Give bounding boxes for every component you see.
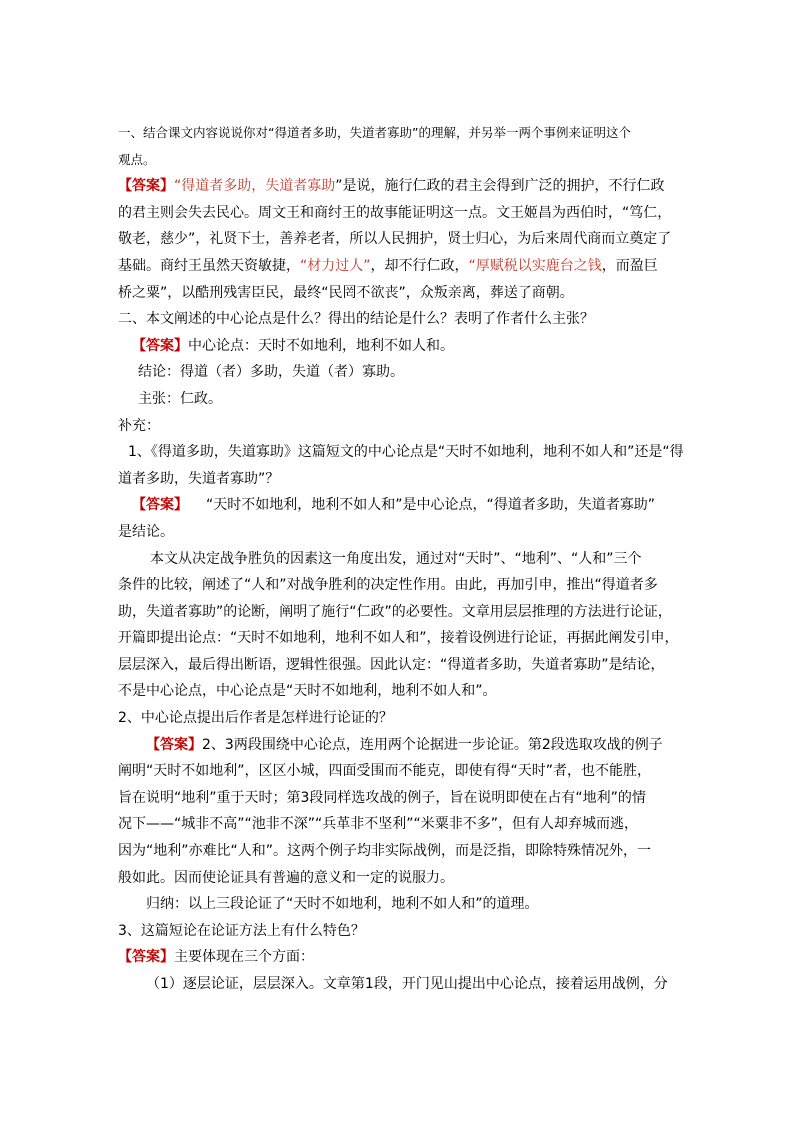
highlight-quote: “厚赋税以实鹿台之钱 bbox=[468, 257, 602, 274]
answer-text: 中心论点：天时不如地利，地利不如人和。 bbox=[188, 337, 454, 354]
answer-text: “天时不如地利，地利不如人和”是中心论点，“得道者多助，失道者寡助” bbox=[206, 497, 656, 514]
q2-claim: 主张：仁政。 bbox=[138, 390, 222, 407]
s2-summary: 归纳：以上三段论证了“天时不如地利，地利不如人和”的道理。 bbox=[146, 896, 539, 913]
highlight-quote: “材力过人” bbox=[300, 257, 371, 274]
s2-answer-line2: 阐明“天时不如地利”，区区小城，四面受围而不能克，即使有得“天时”者，也不能胜， bbox=[118, 763, 652, 780]
s3-answer-point1: （1）逐层论证，层层深入。文章第1段，开门见山提出中心论点，接着运用战例，分 bbox=[146, 976, 668, 992]
s1-paragraph-line6: 不是中心论点，中心论点是“天时不如地利，地利不如人和”。 bbox=[118, 683, 497, 700]
answer-label: 【答案】 bbox=[118, 949, 174, 966]
s1-question-line1: 1、《得道多助，失道寡助》这篇短文的中心论点是“天时不如地利，地利不如人和”还是“得 bbox=[128, 444, 684, 461]
q2-answer-center bbox=[118, 333, 678, 360]
q1-answer-line1 bbox=[118, 173, 678, 200]
answer-label: 【答案】 bbox=[132, 337, 188, 354]
s1-paragraph-line2: 条件的比较，阐述了“人和”对战争胜利的决定性作用。由此，再加引申，推出“得道者多 bbox=[118, 577, 658, 594]
q2-question: 二、本文阐述的中心论点是什么？得出的结论是什么？表明了作者什么主张？ bbox=[118, 311, 594, 328]
s3-answer-intro bbox=[118, 944, 678, 971]
document-page bbox=[118, 120, 684, 998]
answer-text: 主要体现在三个方面： bbox=[174, 949, 314, 966]
s2-answer-line4: 况下——“城非不高”“池非不深”“兵革非不坚利”“米粟非不多”，但有人却弃城而逃， bbox=[118, 816, 639, 833]
highlight-quote: “得道者多助，失道者寡助 bbox=[174, 178, 336, 195]
s1-answer-line2: 是结论。 bbox=[118, 523, 174, 540]
q1-answer-line4 bbox=[118, 253, 678, 280]
s1-paragraph-line5: 层层深入，最后得出断语，逻辑性很强。因此认定：“得道者多助，失道者寡助”是结论， bbox=[118, 656, 665, 673]
answer-label: 【答案】 bbox=[146, 736, 202, 753]
q1-answer-line3: 敬老，慈少”，礼贤下士，善养老者，所以人民拥护，贤士归心，为后来周代商而立奠定了 bbox=[118, 231, 672, 248]
answer-text: ”是说，施行仁政的君主会得到广泛的拥护，不行仁政 bbox=[335, 178, 665, 195]
s1-answer-line1 bbox=[118, 492, 678, 519]
answer-text: ，而盈巨 bbox=[601, 257, 658, 274]
q1-question-line1: 一、结合课文内容说说你对“得道者多助，失道者寡助”的理解，并另举一两个事例来证明这个 bbox=[118, 125, 631, 140]
q2-conclusion: 结论：得道（者）多助，失道（者）寡助。 bbox=[138, 364, 404, 381]
answer-label: 【答案】 bbox=[118, 178, 174, 195]
s2-answer-line3: 旨在说明“地利”重于天时；第3段同样选攻战的例子，旨在说明即使在占有“地利”的情 bbox=[118, 789, 646, 806]
answer-text: 基础。商纣王虽然天资敏捷， bbox=[118, 257, 300, 274]
s1-question-line2: 道者多助，失道者寡助”？ bbox=[118, 470, 280, 487]
q1-answer-line5: 桥之粟”，以酷刑残害臣民，最终“民罔不欲丧”，众叛亲离，葬送了商朝。 bbox=[118, 284, 574, 301]
answer-text: 2、3两段围绕中心论点，连用两个论据进一步论证。第2段选取攻战的例子 bbox=[202, 736, 663, 753]
supplement-label: 补充： bbox=[118, 417, 160, 434]
answer-text: ，却不行仁政， bbox=[370, 257, 469, 274]
s1-paragraph-line1: 本文从决定战争胜负的因素这一角度出发，通过对“天时”、“地利”、“人和”三个 bbox=[150, 550, 642, 567]
q1-question-line2: 观点。 bbox=[118, 151, 156, 167]
s2-answer-line6: 般如此。因而使论证具有普遍的意义和一定的说服力。 bbox=[118, 869, 454, 886]
s2-answer-line1 bbox=[118, 732, 678, 759]
s1-paragraph-line3: 助，失道者寡助”的论断，阐明了施行“仁政”的必要性。文章用层层推理的方法进行论证， bbox=[118, 603, 672, 620]
s3-question: 3、这篇短论在论证方法上有什么特色？ bbox=[118, 922, 365, 939]
answer-label: 【答案】 bbox=[132, 497, 188, 514]
q1-answer-line2: 的君主则会失去民心。周文王和商纣王的故事能证明这一点。文王姬昌为西伯时，“笃仁， bbox=[118, 204, 672, 221]
s2-question: 2、中心论点提出后作者是怎样进行论证的？ bbox=[118, 710, 393, 727]
s1-paragraph-line4: 开篇即提出论点：“天时不如地利，地利不如人和”，接着设例进行论证，再据此阐发引申， bbox=[118, 630, 679, 647]
s2-answer-line5: 因为“地利”亦难比“人和”。这两个例子均非实际战例，而是泛指，即除特殊情况外，一 bbox=[118, 843, 652, 860]
